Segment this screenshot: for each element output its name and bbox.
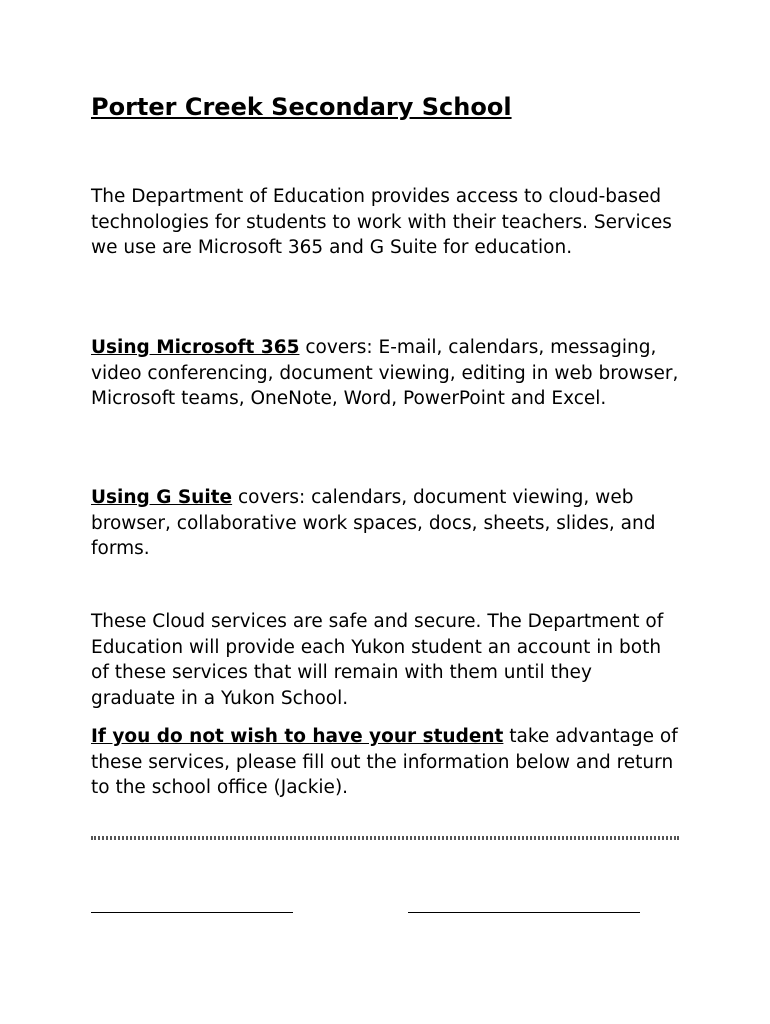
opt-out-text: take advantage of these services, please fill out the information below and return to the school office (Jackie). xyxy=(91,726,678,799)
student-name-blank-line[interactable] xyxy=(91,912,293,913)
g-suite-heading: Using G Suite xyxy=(91,487,233,508)
security-paragraph xyxy=(91,609,681,711)
opt-out-heading: If you do not wish to have your student xyxy=(91,726,504,747)
document-title: Porter Creek Secondary School xyxy=(91,93,512,121)
security-paragraph-text: These Cloud services are safe and secure. The Department of Education will provide each Yukon student an account in both of these services that will remain with them until they graduate in a Yukon School. xyxy=(91,611,664,709)
g-suite-text: covers: calendars, document viewing, web browser, collaborative work spaces, docs, sheets, slides, and forms. xyxy=(91,487,656,560)
opt-out-paragraph xyxy=(91,724,681,801)
cut-line-divider xyxy=(91,836,679,840)
intro-paragraph-text: The Department of Education provides access to cloud-based technologies for students to work with their teachers. Services we use are Microsoft 365 and G Suite for education. xyxy=(91,186,672,259)
microsoft-365-heading: Using Microsoft 365 xyxy=(91,337,300,358)
microsoft-365-paragraph xyxy=(91,335,681,412)
g-suite-paragraph xyxy=(91,485,681,562)
microsoft-365-text: covers: E-mail, calendars, messaging, video conferencing, document viewing, editing in web browser, Microsoft teams, OneNote, Word, PowerPoint and Excel. xyxy=(91,337,679,410)
intro-paragraph xyxy=(91,184,681,261)
signature-blank-line[interactable] xyxy=(408,912,640,913)
